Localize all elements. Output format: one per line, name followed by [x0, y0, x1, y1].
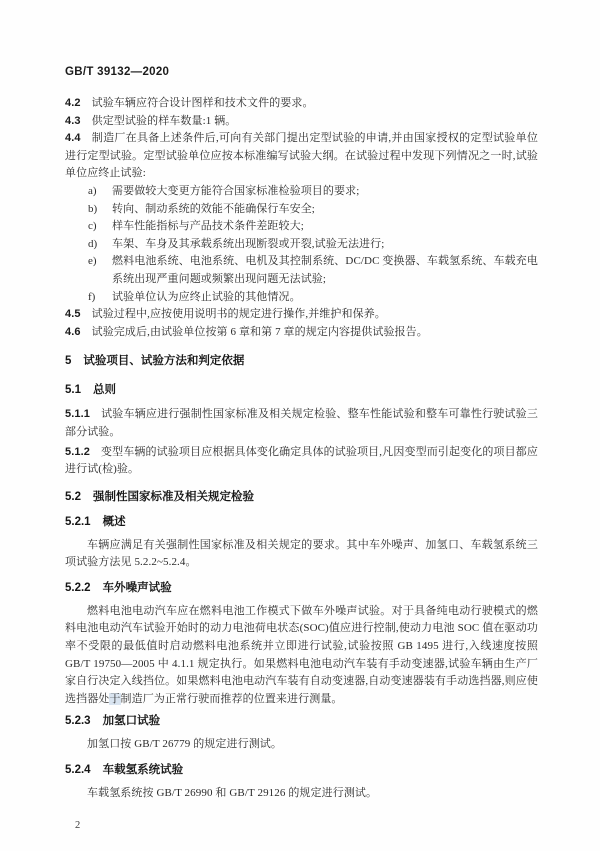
list-item-text: 试验单位认为应终止试验的其他情况。 [112, 290, 301, 303]
clause-text: 变型车辆的试验项目应根据具体变化确定具体的试验项目,凡因变型而引起变化的项目都应进行试(检)验。 [65, 445, 538, 476]
heading-title: 总则 [93, 384, 116, 397]
list-marker: f) [88, 290, 96, 303]
list-item-d [88, 236, 538, 254]
list-marker: d) [88, 237, 98, 250]
heading-5-2 [65, 488, 538, 506]
list-item-text: 需要做较大变更方能符合国家标准检验项目的要求; [112, 184, 360, 197]
highlighted-character: 于 [109, 692, 121, 705]
heading-number: 5.2.2 [65, 581, 91, 594]
clause-text: 试验过程中,应按使用说明书的规定进行操作,并维护和保养。 [91, 308, 386, 321]
list-marker: a) [88, 184, 97, 197]
heading-number: 5.2.4 [65, 764, 91, 777]
heading-5-2-1 [65, 513, 538, 531]
clause-4-4 [65, 130, 538, 183]
clause-4-3 [65, 113, 538, 131]
clause-number: 4.3 [65, 114, 81, 127]
clause-4-5 [65, 306, 538, 324]
heading-title: 强制性国家标准及相关规定检验 [93, 490, 254, 503]
heading-5-2-4 [65, 761, 538, 779]
heading-number: 5.1 [65, 384, 81, 397]
list-item-text: 转向、制动系统的效能不能确保行车安全; [112, 202, 315, 215]
list-item-e [88, 253, 538, 288]
list-item-text: 车架、车身及其承载系统出现断裂或开裂,试验无法进行; [112, 237, 385, 250]
list-item-f [88, 289, 538, 307]
paragraph-text: 制造厂为正常行驶而推荐的位置来进行测量。 [120, 692, 343, 705]
clause-number: 4.2 [65, 97, 81, 109]
paragraph-5-2-3: 加氢口按 GB/T 26779 的规定进行测试。 [87, 738, 283, 751]
clause-5-1-1 [65, 406, 538, 441]
list-item-b [88, 201, 538, 219]
list-item-text: 燃料电池系统、电池系统、电机及其控制系统、DC/DC 变换器、车载氢系统、车载充电系统出现严重问题或频繁出现问题无法试验; [112, 255, 538, 285]
heading-number: 5.2.1 [65, 515, 91, 528]
page-number: 2 [75, 819, 81, 831]
list-marker: e) [88, 255, 97, 268]
list-item-a [88, 183, 538, 201]
clause-4-2 [65, 95, 538, 113]
list-marker: b) [88, 202, 98, 215]
heading-title: 车外噪声试验 [102, 581, 172, 594]
paragraph-5-2-4: 车载氢系统按 GB/T 26990 和 GB/T 29126 的规定进行测试。 [87, 787, 378, 800]
clause-4-4-list [88, 183, 538, 306]
paragraph-5-2-1: 车辆应满足有关强制性国家标准及相关规定的要求。其中车外噪声、加氢口、车载氢系统三项试验方法见 5.2.2~5.2.4。 [65, 538, 538, 569]
heading-title: 试验项目、试验方法和判定依据 [83, 355, 245, 368]
heading-number: 5.2.3 [65, 715, 91, 728]
list-marker: c) [88, 220, 97, 233]
clause-number: 5.1.2 [65, 445, 90, 458]
clause-text: 制造厂在具备上述条件后,可向有关部门提出定型试验的申请,并由国家授权的定型试验单位进行定型试验。定型试验单位应按本标准编写试验大纲。在试验过程中发现下列情况之一时,试验单位应终止试验: [65, 132, 538, 180]
heading-title: 车载氢系统试验 [102, 764, 184, 777]
heading-5-1 [65, 381, 538, 399]
heading-5-2-3 [65, 712, 538, 730]
clause-text: 试验车辆应进行强制性国家标准及相关规定检验、整车性能试验和整车可靠性行驶试验三部分试验。 [65, 408, 538, 438]
heading-5-2-2 [65, 579, 538, 597]
heading-section-5 [65, 352, 538, 370]
clause-4-6 [65, 324, 538, 342]
paragraph-5-2-2 [65, 603, 538, 709]
clause-text: 试验完成后,由试验单位按第 6 章和第 7 章的规定内容提供试验报告。 [91, 325, 428, 338]
heading-title: 加氢口试验 [102, 715, 161, 728]
paragraph-text: 燃料电池电动汽车应在燃料电池工作模式下做车外噪声试验。对于具备纯电动行驶模式的燃料电池电动汽车试验开始时的动力电池荷电状态(SOC)值应进行控制,使动力电池 SOC 值在驱动功率不受限的最低值时启动燃料电池系统并立即进行试验,试验按照 GB 1495 进行,入线速度按照 GB/T 19750—2005 中 4.1.1 规定执行。如果燃料电池电动汽车装有手动变速器,试验车辆由生产厂家自行决定入线挡位。如果燃料电池电动汽车装有自动变速器,自动变速器装有手动选挡器,则应使选挡器处 [65, 604, 538, 705]
heading-number: 5.2 [65, 490, 81, 503]
clause-number: 5.1.1 [65, 408, 90, 421]
list-item-c [88, 218, 538, 236]
list-item-text: 样车性能指标与产品技术条件差距较大; [112, 220, 304, 233]
clause-5-1-2 [65, 444, 538, 479]
heading-number: 5 [65, 355, 72, 368]
clause-number: 4.6 [65, 325, 81, 338]
clause-text: 供定型试验的样车数量:1 辆。 [91, 114, 237, 127]
clause-text: 试验车辆应符合设计图样和技术文件的要求。 [91, 97, 314, 109]
heading-title: 概述 [102, 515, 126, 528]
standard-number: GB/T 39132—2020 [65, 66, 170, 78]
clause-number: 4.4 [65, 132, 81, 145]
clause-number: 4.5 [65, 308, 81, 321]
